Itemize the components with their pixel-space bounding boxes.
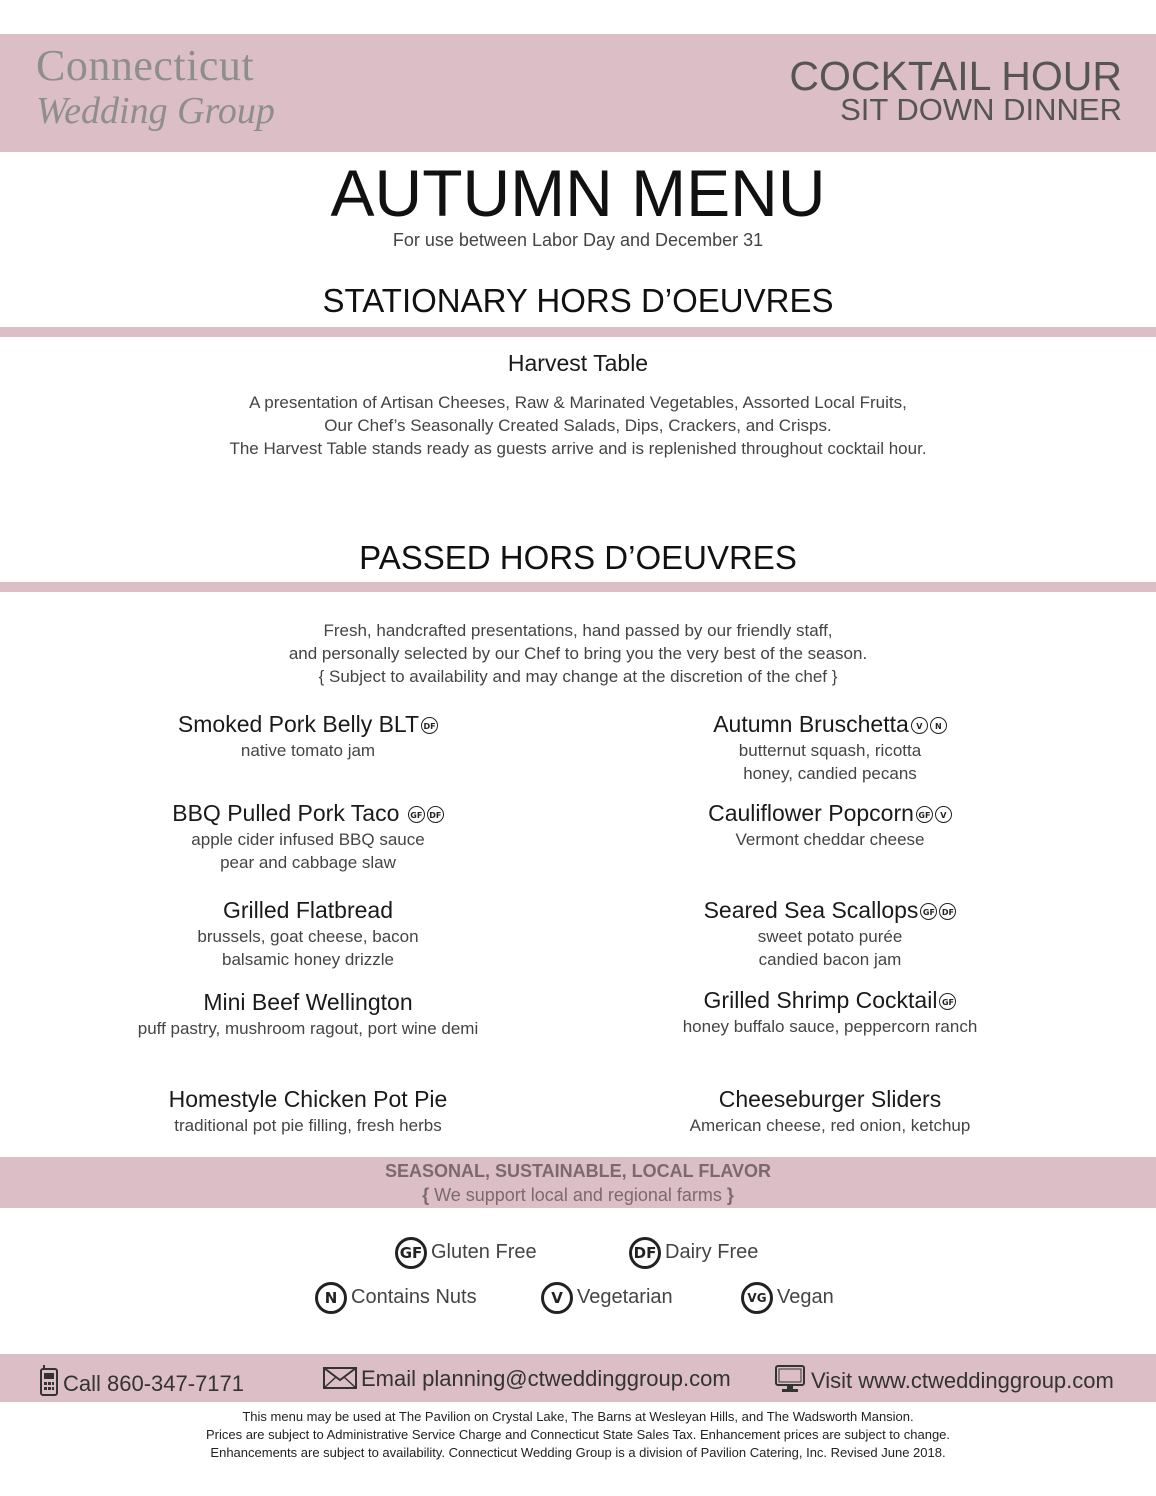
vegetarian-icon: V — [541, 1282, 573, 1314]
legend-contains-nuts: N Contains Nuts — [315, 1280, 477, 1314]
dairy-free-icon: DF — [629, 1237, 661, 1269]
contact-call[interactable]: Call 860-347-7171 — [38, 1365, 244, 1398]
menu-item-name: Grilled Shrimp Cocktail GF — [630, 987, 1030, 1015]
menu-item-desc: American cheese, red onion, ketchup — [689, 1115, 971, 1135]
passed-divider — [0, 582, 1156, 592]
vegan-icon: VG — [741, 1282, 773, 1314]
menu-item — [108, 1086, 508, 1137]
seasonal-banner — [0, 1159, 1156, 1207]
menu-item-desc: honey buffalo sauce, peppercorn ranch — [682, 1016, 978, 1036]
menu-item-name: Homestyle Chicken Pot Pie — [168, 1086, 448, 1112]
seasonal-title: SEASONAL, SUSTAINABLE, LOCAL FLAVOR — [384, 1161, 771, 1181]
menu-item-name: Mini Beef Wellington — [203, 989, 413, 1015]
gluten-free-icon: GF — [395, 1237, 427, 1269]
harvest-line: Our Chef’s Seasonally Created Salads, Dips, Crackers, and Crisps. — [324, 416, 832, 435]
menu-item-desc: sweet potato purée — [757, 926, 903, 946]
menu-item-name: Cauliflower Popcorn GF V — [630, 800, 1030, 828]
menu-item — [630, 897, 1030, 971]
passed-intro — [0, 619, 1156, 688]
menu-item — [108, 711, 508, 762]
seasonal-subtitle: { We support local and regional farms } — [422, 1185, 734, 1205]
menu-item-desc: traditional pot pie filling, fresh herbs — [174, 1115, 442, 1135]
header-sit-down-dinner: SIT DOWN DINNER — [840, 92, 1122, 127]
menu-item-name: Seared Sea Scallops GF DF — [630, 897, 1030, 925]
legend-gluten-free: GF Gluten Free — [395, 1235, 537, 1269]
menu-item — [108, 800, 508, 874]
phone-icon — [38, 1365, 60, 1397]
gluten-free-icon: GF — [939, 993, 956, 1010]
vegetarian-icon: V — [911, 717, 928, 734]
gluten-free-icon: GF — [920, 903, 937, 920]
page-subtitle: For use between Labor Day and December 31 — [392, 230, 764, 250]
menu-item-name: BBQ Pulled Pork Taco GF DF — [108, 800, 508, 828]
menu-item-name: Grilled Flatbread — [222, 897, 394, 923]
footer-line: Enhancements are subject to availability. Connecticut Wedding Group is a division of Pavilion Catering, Inc. Revised June 2018. — [210, 1445, 946, 1460]
menu-item-name: Autumn Bruschetta V N — [630, 711, 1030, 739]
dairy-free-icon: DF — [427, 806, 444, 823]
menu-item — [108, 897, 508, 971]
contains-nuts-icon: N — [315, 1282, 347, 1314]
legend-vegan: VG Vegan — [741, 1280, 834, 1314]
menu-item-desc: puff pastry, mushroom ragout, port wine demi — [137, 1018, 479, 1038]
stationary-divider — [0, 327, 1156, 337]
vegetarian-icon: V — [935, 806, 952, 823]
intro-line: and personally selected by our Chef to bring you the very best of the season. — [288, 644, 868, 663]
header-cocktail-hour: COCKTAIL HOUR — [789, 53, 1122, 99]
menu-item-desc: pear and cabbage slaw — [220, 852, 396, 872]
monitor-icon — [775, 1365, 805, 1393]
intro-line: { Subject to availability and may change at the discretion of the chef } — [318, 667, 838, 686]
harvest-table-description — [0, 391, 1156, 460]
menu-item-desc: Vermont cheddar cheese — [735, 829, 925, 849]
menu-item-desc: balsamic honey drizzle — [222, 949, 394, 969]
menu-item-desc: native tomato jam — [240, 740, 376, 760]
intro-line: Fresh, handcrafted presentations, hand passed by our friendly staff, — [323, 621, 833, 640]
menu-item — [630, 800, 1030, 851]
footer-line: This menu may be used at The Pavilion on Crystal Lake, The Barns at Wesleyan Hills, and The Wadsworth Mansion. — [242, 1409, 914, 1424]
legend-dairy-free: DF Dairy Free — [629, 1235, 758, 1269]
dairy-free-icon: DF — [939, 903, 956, 920]
logo-text-wedding-group: Wedding Group — [36, 90, 275, 132]
dairy-free-icon: DF — [421, 717, 438, 734]
contact-visit[interactable]: Visit www.ctweddinggroup.com — [775, 1365, 1114, 1395]
menu-item-desc: candied bacon jam — [758, 949, 902, 969]
menu-item — [630, 987, 1030, 1038]
passed-heading: PASSED HORS D’OEUVRES — [359, 539, 797, 576]
menu-item-desc: honey, candied pecans — [743, 763, 917, 783]
menu-item-desc: apple cider infused BBQ sauce — [191, 829, 425, 849]
contact-email[interactable]: Email planning@ctweddinggroup.com — [323, 1365, 731, 1393]
page-title: AUTUMN MENU — [330, 156, 826, 230]
menu-item-name: Cheeseburger Sliders — [718, 1086, 942, 1112]
stationary-heading: STATIONARY HORS D’OEUVRES — [322, 282, 834, 319]
footer-disclaimer — [0, 1408, 1156, 1462]
menu-item-desc: butternut squash, ricotta — [738, 740, 922, 760]
envelope-icon — [323, 1367, 357, 1389]
menu-item — [630, 711, 1030, 785]
footer-line: Prices are subject to Administrative Service Charge and Connecticut State Sales Tax. Enhancement prices are subject to change. — [205, 1427, 951, 1442]
gluten-free-icon: GF — [408, 806, 425, 823]
legend-vegetarian: V Vegetarian — [541, 1280, 673, 1314]
menu-item — [108, 989, 508, 1040]
gluten-free-icon: GF — [916, 806, 933, 823]
menu-item — [630, 1086, 1030, 1137]
harvest-table-title: Harvest Table — [507, 350, 649, 376]
harvest-line: The Harvest Table stands ready as guests arrive and is replenished throughout cocktail hour. — [229, 439, 927, 458]
menu-item-name: Smoked Pork Belly BLT DF — [108, 711, 508, 739]
menu-item-desc: brussels, goat cheese, bacon — [197, 926, 419, 946]
contains-nuts-icon: N — [930, 717, 947, 734]
harvest-line: A presentation of Artisan Cheeses, Raw & Marinated Vegetables, Assorted Local Fruits, — [249, 393, 907, 412]
logo-text-connecticut: Connecticut — [36, 41, 255, 90]
